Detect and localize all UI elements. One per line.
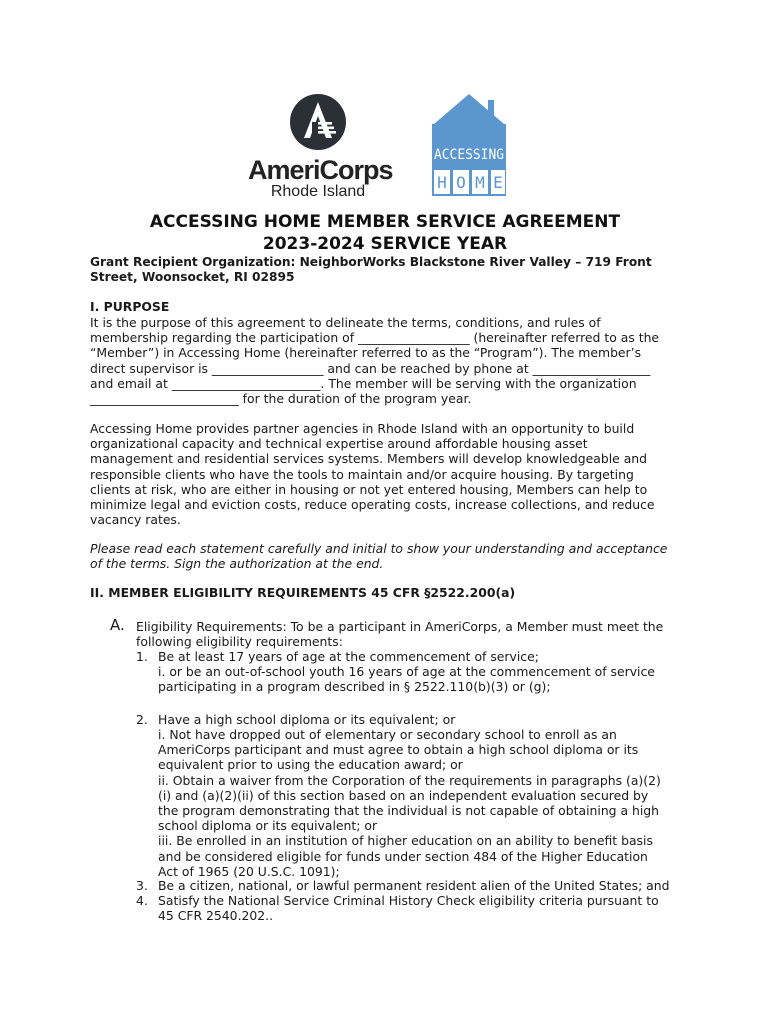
list-number: 1. — [136, 649, 148, 664]
list-item: Be at least 17 years of age at the commencement of service; — [158, 649, 539, 664]
purpose-heading: I. PURPOSE — [90, 299, 170, 314]
svg-text:M: M — [475, 173, 485, 192]
list-number: 4. — [136, 893, 148, 908]
accessing-home-house-icon — [428, 88, 510, 200]
accessing-home-logo — [428, 88, 510, 200]
americorps-emblem-icon — [288, 92, 348, 152]
section-letter: A. — [110, 616, 125, 634]
svg-text:O: O — [456, 173, 466, 192]
eligibility-heading: II. MEMBER ELIGIBILITY REQUIREMENTS 45 CFR §2522.200(a) — [90, 585, 516, 600]
logo-row — [0, 88, 770, 200]
document-title: ACCESSING HOME MEMBER SERVICE AGREEMENT — [149, 212, 621, 232]
list-item: Be a citizen, national, or lawful permanent resident alien of the United States; and — [158, 878, 670, 893]
list-subitem: i. or be an out-of-school youth 16 years of age at the commencement of service participating in a program described in § 2522.110(b)(3) or (g); — [158, 664, 655, 695]
eligibility-intro: Eligibility Requirements: To be a participant in AmeriCorps, a Member must meet the following eligibility requirements: — [136, 619, 664, 650]
americorps-subtitle: Rhode Island — [270, 183, 366, 200]
purpose-body: It is the purpose of this agreement to delineate the terms, conditions, and rules of membership regarding the participation of __________________ (hereinafter referred to as the “Member”) in Accessing Home (hereinafter referred to as the “Program”). The member’s direct supervisor is __________________ and can be reached by phone at ___________________ and email at ________________________. The member will be serving with the organization ________________________ for the duration of the program year. — [90, 315, 660, 407]
accessing-text: ACCESSING — [434, 147, 504, 163]
svg-text:E: E — [493, 173, 503, 192]
list-number: 3. — [136, 878, 148, 893]
list-item: Satisfy the National Service Criminal History Check eligibility criteria pursuant to 45 CFR 2540.202.. — [158, 893, 659, 924]
program-description: Accessing Home provides partner agencies in Rhode Island with an opportunity to build organizational capacity and technical expertise around affordable housing asset management and residential services systems. Members will develop knowledgeable and responsible clients who have the tools to maintain and/or acquire housing. By targeting clients at risk, who are either in housing or not yet entered housing, Members can help to minimize legal and eviction costs, reduce operating costs, increase collections, and reduce vacancy rates. — [90, 421, 655, 528]
instructions: Please read each statement carefully and initial to show your understanding and acceptance of the terms. Sign the authorization at the end. — [90, 541, 668, 572]
document-subtitle: 2023-2024 SERVICE YEAR — [262, 234, 508, 254]
list-subitem: i. Not have dropped out of elementary or secondary school to enroll as an AmeriCorps participant and must agree to obtain a high school diploma or its equivalent prior to using the education award; or ii. Obtain a waiver from the Corporation of the requirements in paragraphs (a)(2) (i) and (a)(2)(ii) of this section based on an independent evaluation secured by the program demonstrating that the individual is not capable of obtaining a high school diploma or its equivalent; or iii. Be enrolled in an institution of higher education on an ability to benefit basis and be considered eligible for funds under section 484 of the Higher Education Act of 1965 (20 U.S.C. 1091); — [158, 727, 661, 879]
grant-recipient: Grant Recipient Organization: NeighborWorks Blackstone River Valley – 719 Front Street, Woonsocket, RI 02895 — [90, 255, 652, 285]
list-number: 2. — [136, 712, 148, 727]
svg-text:H: H — [437, 173, 447, 192]
americorps-logo — [248, 92, 393, 200]
americorps-wordmark: AmeriCorps — [248, 155, 393, 185]
list-item: Have a high school diploma or its equivalent; or — [158, 712, 456, 727]
